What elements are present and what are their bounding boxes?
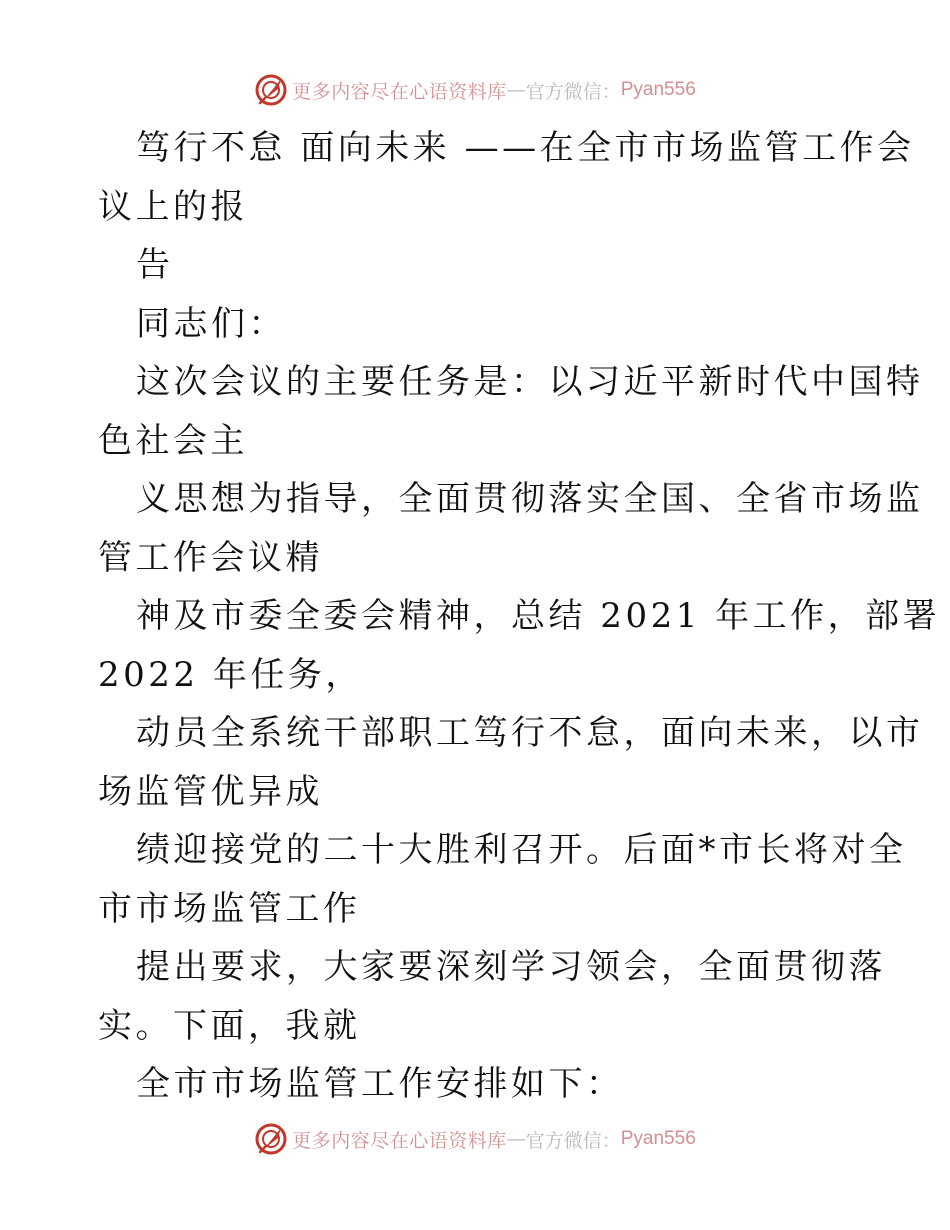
watermark-handle: Pyan556 (620, 79, 696, 100)
watermark-handle: Pyan556 (620, 1128, 696, 1149)
document-line: 管工作会议精 (98, 537, 323, 578)
watermark-official: 官方微信： (525, 1129, 621, 1152)
document-line: 同志们： (136, 303, 286, 344)
document-line: 提出要求，大家要深刻学习领会，全面贯彻落 (136, 947, 886, 987)
quill-logo-icon (254, 73, 288, 107)
document-line: 议上的报 (98, 186, 248, 227)
document-line: 全市市场监管工作安排如下： (136, 1064, 624, 1104)
document-line: 告 (136, 245, 174, 285)
watermark-separator: — (506, 79, 526, 101)
document-line: 绩迎接党的二十大胜利召开。后面*市长将对全 (136, 830, 907, 870)
watermark-separator: — (506, 1128, 526, 1150)
document-line: 市市场监管工作 (98, 888, 361, 929)
document-line: 实。下面，我就 (98, 1005, 361, 1046)
document-line: 2022 年任务， (98, 654, 363, 695)
document-line: 笃行不怠 面向未来 ——在全市市场监管工作会 (136, 128, 915, 168)
document-body (98, 119, 941, 1114)
quill-logo-icon (254, 1122, 288, 1156)
document-line: 这次会议的主要任务是：以习近平新时代中国特 (136, 362, 924, 402)
document-line: 色社会主 (98, 420, 248, 461)
document-line: 场监管优异成 (98, 771, 323, 812)
watermark-brand: 更多内容尽在心语资料库 (292, 1129, 507, 1152)
document-line: 神及市委全委会精神，总结 2021 年工作，部署 (136, 596, 941, 636)
footer-watermark (0, 1121, 950, 1157)
watermark-official: 官方微信： (525, 80, 621, 103)
watermark-brand: 更多内容尽在心语资料库 (292, 80, 507, 103)
header-watermark (0, 72, 950, 108)
document-line: 动员全系统干部职工笃行不怠，面向未来，以市 (136, 713, 924, 753)
document-line: 义思想为指导，全面贯彻落实全国、全省市场监 (136, 479, 924, 519)
